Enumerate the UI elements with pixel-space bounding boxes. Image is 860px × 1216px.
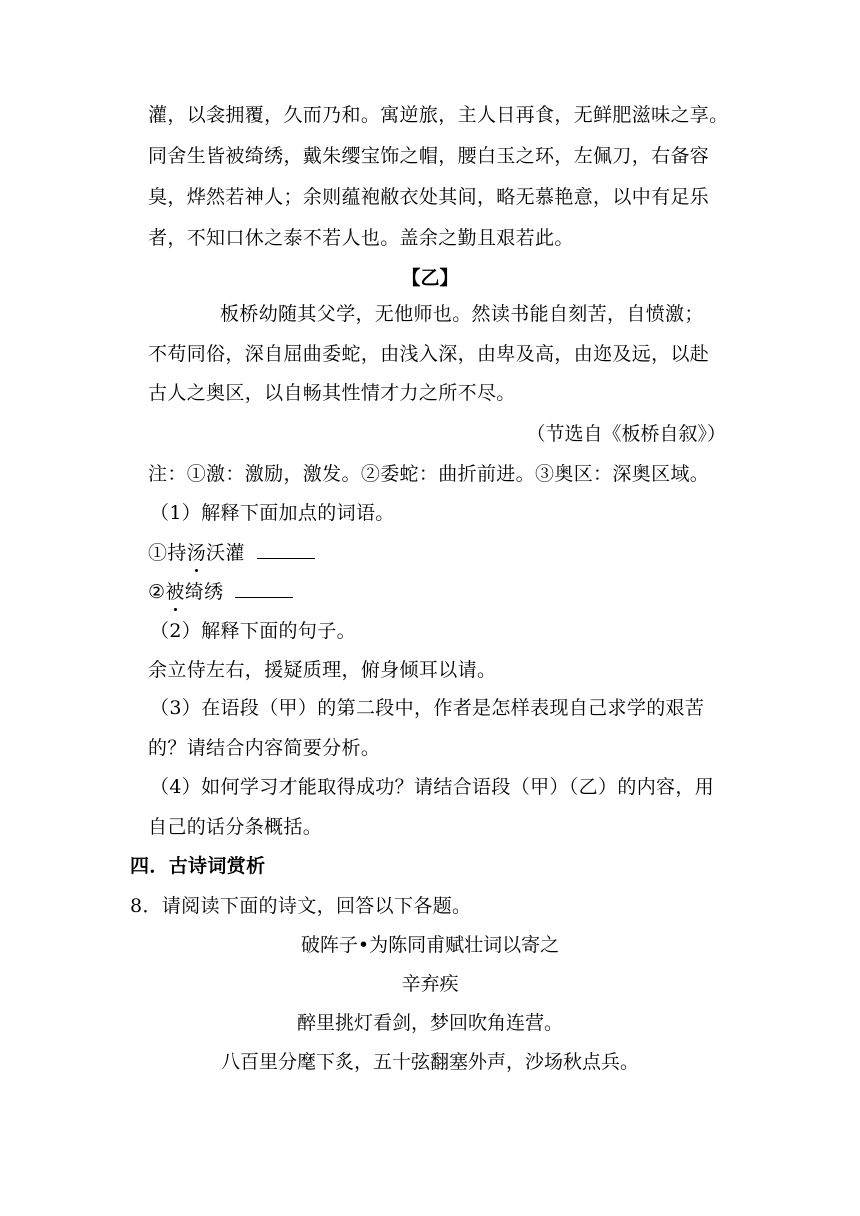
question-1-prompt: （1）解释下面加点的词语。: [150, 502, 395, 524]
annotation-note: 注：①激：激励，激发。②委蛇：曲折前进。③奥区：深奥区域。: [148, 463, 710, 485]
question-2-prompt: （2）解释下面的句子。: [150, 620, 356, 642]
passage-jia-line: 臭，烨然若神人；余则蕴袍敝衣处其间，略无慕艳意，以中有足乐: [148, 186, 710, 208]
dotted-character: 被: [165, 581, 185, 603]
poem-author: 辛弃疾: [401, 973, 459, 995]
passage-yi-line: 不苟同俗，深自屈曲委蛇，由浅入深，由卑及高，由迩及远，以赴: [148, 343, 710, 365]
answer-blank[interactable]: [257, 540, 315, 559]
passage-jia-line: 同舍生皆被绮绣，戴朱缨宝饰之帽，腰白玉之环，左佩刀，右备容: [148, 145, 710, 167]
question-3-line: 的？请结合内容简要分析。: [148, 737, 381, 759]
poem-line: 醉里挑灯看剑，梦回吹角连营。: [296, 1012, 563, 1034]
passage-yi-line: 古人之奥区，以自畅其性情才力之所不尽。: [148, 382, 516, 404]
poem-line: 八百里分麾下炙，五十弦翻塞外声，沙场秋点兵。: [220, 1051, 639, 1073]
question-4-line: 自己的话分条概括。: [148, 816, 323, 838]
section-4-title: 四．古诗词赏析: [130, 855, 266, 877]
dotted-character: 汤: [186, 542, 207, 564]
yi-heading: 【乙】: [401, 267, 459, 289]
question-1-item-2: ②被绮绣: [148, 579, 293, 605]
passage-jia-line: 灌，以衾拥覆，久而乃和。寓逆旅，主人日再食，无鲜肥滋味之享。: [148, 104, 729, 126]
question-1-item-1: ①持汤沃灌: [148, 540, 315, 566]
question-3-line: （3）在语段（甲）的第二段中，作者是怎样表现自己求学的艰苦: [150, 697, 705, 719]
answer-blank[interactable]: [235, 579, 293, 598]
passage-jia-line: 者，不知口休之泰不若人也。盖余之勤且艰若此。: [148, 227, 574, 249]
question-2-sentence: 余立侍左右，援疑质理，俯身倾耳以请。: [148, 659, 497, 681]
question-8-prompt: 8．请阅读下面的诗文，回答以下各题。: [130, 895, 472, 917]
passage-yi-line: 板桥幼随其父学，无他师也。然读书能自刻苦，自愤激；: [220, 303, 704, 325]
poem-title: 破阵子•为陈同甫赋壮词以寄之: [300, 934, 560, 956]
source-citation: （节选自《板桥自叙》）: [526, 423, 726, 445]
question-4-line: （4）如何学习才能取得成功？请结合语段（甲）（乙）的内容，用: [150, 776, 715, 798]
